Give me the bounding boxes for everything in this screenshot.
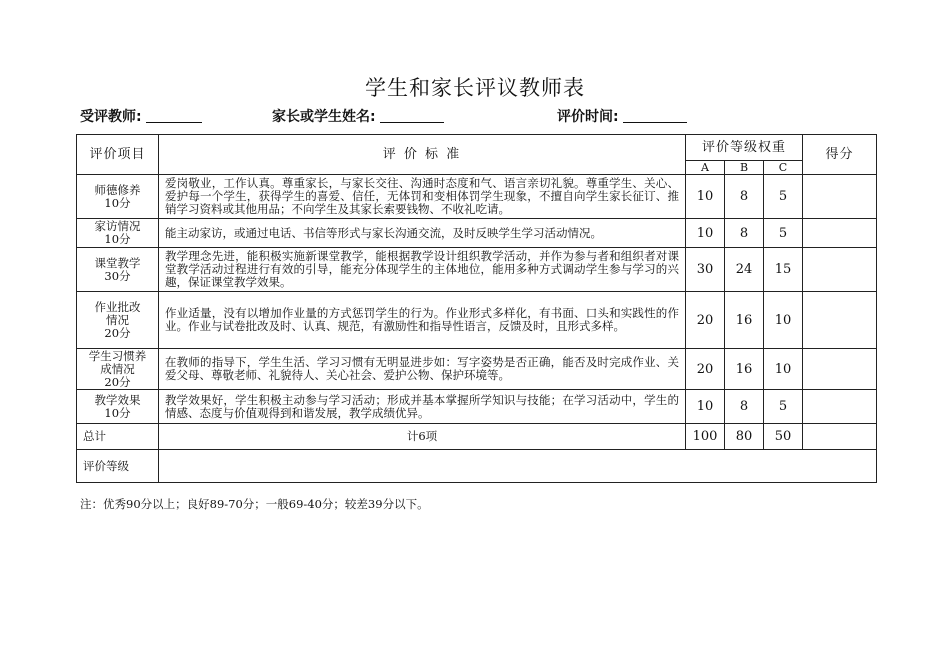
parent-field <box>272 106 444 126</box>
weight-a: 10 <box>686 219 725 248</box>
score-cell[interactable] <box>803 219 877 248</box>
weight-a: 10 <box>686 175 725 219</box>
criteria-cell: 爱岗敬业，工作认真。尊重家长，与家长交往、沟通时态度和气、语言亲切礼貌。尊重学生、关心、爱护每一个学生，获得学生的喜爱、信任，无体罚和变相体罚学生现象，不擅自向学生家长征订、推销学习资料或其他用品；不向学生及其家长索要钱物、不收礼吃请。 <box>159 175 686 219</box>
footnote: 注：优秀90分以上；良好89-70分；一般69-40分；较差39分以下。 <box>80 497 429 511</box>
grade-value-cell[interactable] <box>159 450 877 483</box>
item-cell <box>77 349 159 390</box>
total-score-cell[interactable] <box>803 424 877 450</box>
grade-c-header: C <box>764 161 803 175</box>
weight-c: 10 <box>764 292 803 349</box>
total-count: 计6项 <box>159 424 686 450</box>
item-points: 10分 <box>104 405 131 420</box>
item-name: 课堂教学 <box>94 255 141 270</box>
teacher-field <box>80 106 202 126</box>
weight-c: 10 <box>764 349 803 390</box>
item-cell <box>77 292 159 349</box>
evaluation-table <box>76 134 877 483</box>
weight-b: 8 <box>725 175 764 219</box>
item-name: 家访情况 <box>94 219 141 233</box>
item-name: 教学效果 <box>94 392 141 407</box>
header-score: 得分 <box>803 135 877 175</box>
item-points: 10分 <box>104 195 131 210</box>
total-b: 80 <box>725 424 764 450</box>
time-field <box>557 106 687 126</box>
table-row <box>77 175 877 219</box>
table-row <box>77 248 877 292</box>
weight-c: 15 <box>764 248 803 292</box>
weight-b: 16 <box>725 292 764 349</box>
time-label: 评价时间: <box>557 109 619 125</box>
weight-c: 5 <box>764 390 803 424</box>
weight-c: 5 <box>764 175 803 219</box>
score-cell[interactable] <box>803 349 877 390</box>
weight-c: 5 <box>764 219 803 248</box>
table-row <box>77 219 877 248</box>
item-cell <box>77 219 159 248</box>
total-c: 50 <box>764 424 803 450</box>
criteria-cell: 能主动家访，或通过电话、书信等形式与家长沟通交流，及时反映学生学习活动情况。 <box>159 219 686 248</box>
header-criteria: 评 价 标 准 <box>159 135 686 175</box>
total-row <box>77 424 877 450</box>
weight-a: 10 <box>686 390 725 424</box>
criteria-cell: 作业适量，没有以增加作业量的方式惩罚学生的行为。作业形式多样化，有书面、口头和实践性的作业。作业与试卷批改及时、认真、规范，有激励性和指导性语言，反馈及时，且形式多样。 <box>159 292 686 349</box>
weight-a: 20 <box>686 292 725 349</box>
item-points: 20分 <box>104 325 131 340</box>
weight-b: 16 <box>725 349 764 390</box>
weight-b: 24 <box>725 248 764 292</box>
parent-blank[interactable] <box>380 108 444 123</box>
grade-b-header: B <box>725 161 764 175</box>
item-points: 20分 <box>104 374 131 389</box>
item-cell <box>77 390 159 424</box>
item-name: 师德修养 <box>94 182 141 197</box>
total-label: 总计 <box>77 424 159 450</box>
page-title: 学生和家长评议教师表 <box>365 76 585 100</box>
item-name: 作业批改情况 <box>94 299 141 327</box>
score-cell[interactable] <box>803 248 877 292</box>
weight-b: 8 <box>725 219 764 248</box>
criteria-cell: 教学效果好，学生积极主动参与学习活动；形成并基本掌握所学知识与技能；在学习活动中，学生的情感、态度与价值观得到和谐发展，教学成绩优异。 <box>159 390 686 424</box>
item-cell <box>77 175 159 219</box>
teacher-blank[interactable] <box>146 108 202 123</box>
criteria-cell: 教学理念先进，能积极实施新课堂教学，能根据教学设计组织教学活动，并作为参与者和组织者对课堂教学活动过程进行有效的引导，能充分体现学生的主体地位，能用多种方式调动学生参与学习的兴趣，保证课堂教学效果。 <box>159 248 686 292</box>
item-points: 30分 <box>104 268 131 283</box>
grade-row <box>77 450 877 483</box>
item-points: 10分 <box>104 232 131 246</box>
header-item: 评价项目 <box>77 135 159 175</box>
table-row <box>77 390 877 424</box>
table-row <box>77 349 877 390</box>
item-name: 学生习惯养成情况 <box>88 348 147 376</box>
score-cell[interactable] <box>803 292 877 349</box>
header-weight: 评价等级权重 <box>686 135 803 161</box>
table-row <box>77 292 877 349</box>
time-blank[interactable] <box>623 108 687 123</box>
criteria-cell: 在教师的指导下，学生生活、学习习惯有无明显进步如：写字姿势是否正确，能否及时完成作业、关爱父母、尊敬老师、礼貌待人、关心社会、爱护公物、保护环境等。 <box>159 349 686 390</box>
score-cell[interactable] <box>803 390 877 424</box>
weight-a: 30 <box>686 248 725 292</box>
teacher-label: 受评教师: <box>80 109 142 125</box>
score-cell[interactable] <box>803 175 877 219</box>
header-row <box>77 135 877 161</box>
weight-b: 8 <box>725 390 764 424</box>
parent-label: 家长或学生姓名: <box>272 109 376 125</box>
total-a: 100 <box>686 424 725 450</box>
weight-a: 20 <box>686 349 725 390</box>
grade-label: 评价等级 <box>77 450 159 483</box>
item-cell <box>77 248 159 292</box>
grade-a-header: A <box>686 161 725 175</box>
